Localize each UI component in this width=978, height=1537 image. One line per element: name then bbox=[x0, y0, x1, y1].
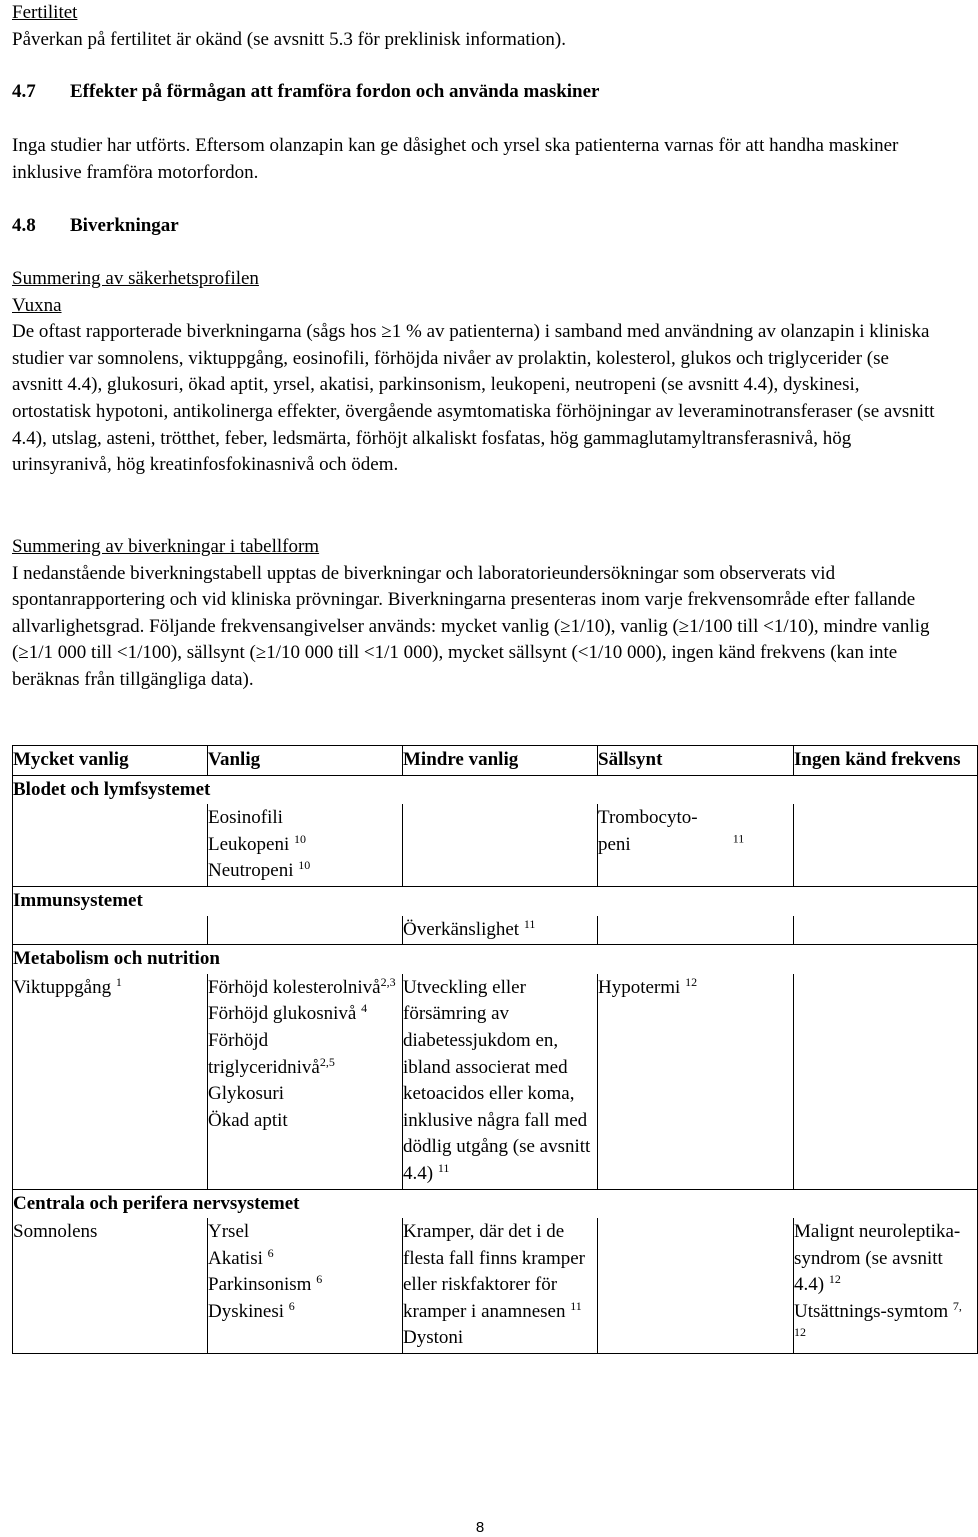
safety-summary-heading: Summering av säkerhetsprofilen bbox=[12, 268, 259, 289]
footnote-ref: 2,3 bbox=[380, 974, 396, 989]
table-row-nervous bbox=[13, 1218, 978, 1353]
immune-unknown bbox=[794, 916, 978, 945]
metabolism-common-item-text: Förhöjd kolesterolnivå bbox=[208, 976, 381, 998]
nervous-common-item-text: Parkinsonism bbox=[208, 1274, 312, 1296]
metabolism-common-item bbox=[208, 1028, 399, 1081]
footnote-ref: 6 bbox=[288, 1298, 295, 1313]
table-summary bbox=[12, 534, 942, 694]
table-header-row bbox=[13, 746, 978, 776]
nervous-uncommon bbox=[403, 1218, 598, 1353]
blood-uncommon bbox=[403, 804, 598, 886]
metabolism-rare-text: Hypotermi bbox=[598, 976, 681, 998]
metabolism-rare bbox=[598, 974, 794, 1189]
immune-very-common bbox=[13, 916, 208, 945]
blood-rare bbox=[598, 804, 794, 886]
nervous-unknown-item bbox=[794, 1299, 974, 1352]
nervous-uncommon-item bbox=[403, 1219, 594, 1325]
immune-common bbox=[208, 916, 403, 945]
nervous-common-item bbox=[208, 1272, 399, 1299]
table-summary-heading: Summering av biverkningar i tabellform bbox=[12, 536, 320, 557]
footnote-ref: 6 bbox=[316, 1272, 323, 1287]
metabolism-common bbox=[208, 974, 403, 1189]
section-4-7-heading bbox=[12, 79, 600, 106]
adverse-reactions-table bbox=[12, 745, 978, 1354]
nervous-rare bbox=[598, 1218, 794, 1353]
metabolism-common-item bbox=[208, 975, 399, 1002]
system-row-blood bbox=[13, 775, 978, 804]
system-title-immune: Immunsystemet bbox=[13, 886, 978, 915]
section-4-8-heading bbox=[12, 213, 179, 240]
section-4-8-title: Biverkningar bbox=[70, 215, 179, 236]
metabolism-uncommon bbox=[403, 974, 598, 1189]
blood-common bbox=[208, 804, 403, 886]
nervous-common-item: Yrsel bbox=[208, 1221, 250, 1243]
section-4-8-number: 4.8 bbox=[12, 215, 36, 236]
immune-rare bbox=[598, 916, 794, 945]
nervous-unknown-text: Malignt neuroleptika-syndrom (se avsnitt 4.4) bbox=[794, 1221, 961, 1296]
footnote-ref: 7, 12 bbox=[794, 1298, 962, 1340]
blood-rare-text: Trombocyto-peni bbox=[598, 807, 698, 855]
header-unknown: Ingen känd frekvens bbox=[794, 746, 978, 776]
header-uncommon: Mindre vanlig bbox=[403, 746, 598, 776]
metabolism-unknown bbox=[794, 974, 978, 1189]
footnote-ref: 10 bbox=[294, 831, 307, 846]
nervous-uncommon-item: Dystoni bbox=[403, 1327, 464, 1349]
nervous-common-item-text: Dyskinesi bbox=[208, 1300, 284, 1322]
metabolism-uncommon-text: Utveckling eller försämring av diabetessjukdom en, ibland associerat med ketoacidos eller koma, inklusive några fall med dödlig utgång (se avsnitt 4.4) bbox=[403, 976, 591, 1184]
footnote-ref: 11 bbox=[437, 1160, 450, 1175]
footnote-ref: 4 bbox=[361, 1001, 368, 1016]
nervous-unknown-text: Utsättnings-symtom bbox=[794, 1300, 949, 1322]
nervous-unknown-item bbox=[794, 1219, 974, 1299]
system-title-nervous: Centrala och perifera nervsystemet bbox=[13, 1189, 978, 1218]
fertility-text: Påverkan på fertilitet är okänd (se avsnitt 5.3 för preklinisk information). bbox=[12, 28, 567, 50]
footnote-ref: 12 bbox=[828, 1272, 841, 1287]
metabolism-very-common-text: Viktuppgång bbox=[13, 976, 112, 998]
header-rare: Sällsynt bbox=[598, 746, 794, 776]
metabolism-very-common bbox=[13, 974, 208, 1189]
table-row-blood bbox=[13, 804, 978, 886]
footnote-ref: 1 bbox=[115, 974, 122, 989]
nervous-common bbox=[208, 1218, 403, 1353]
blood-common-item-text: Neutropeni bbox=[208, 860, 294, 882]
footnote-ref: 2,5 bbox=[319, 1054, 335, 1069]
nervous-common-item-text: Akatisi bbox=[208, 1247, 263, 1269]
blood-common-item bbox=[208, 832, 399, 859]
fertility-section bbox=[12, 0, 566, 53]
system-title-metabolism: Metabolism och nutrition bbox=[13, 945, 978, 974]
metabolism-common-item-text: Förhöjd triglyceridnivå bbox=[208, 1029, 320, 1078]
immune-uncommon bbox=[403, 916, 598, 945]
section-4-7-title: Effekter på förmågan att framföra fordon och använda maskiner bbox=[70, 81, 600, 102]
footnote-ref: 10 bbox=[298, 858, 311, 873]
system-row-metabolism bbox=[13, 945, 978, 974]
nervous-uncommon-text: Kramper, där det i de flesta fall finns kramper eller riskfaktorer för kramper i anamnesen bbox=[403, 1221, 586, 1322]
nervous-common-item bbox=[208, 1299, 399, 1326]
footnote-ref: 12 bbox=[685, 974, 698, 989]
table-summary-text: I nedanstående biverkningstabell upptas de biverkningar och laboratorieundersökningar som observerats vid spontanrapportering och vid kliniska prövningar. Biverkningarna presenteras inom varje frekvensområde efter fallande allvarlighetsgrad. Följande frekvensangivelser används: mycket vanlig (≥1/10), vanlig (≥1/100 till <1/10), mindre vanlig (≥1/1 000 till <1/100), sällsynt (≥1/10 000 till <1/1 000), mycket sällsynt (<1/10 000), ingen känd frekvens (kan inte beräknas från tillgängliga data). bbox=[12, 562, 930, 690]
safety-summary bbox=[12, 266, 942, 479]
nervous-very-common: Somnolens bbox=[13, 1218, 208, 1353]
population-adults: Vuxna bbox=[12, 294, 62, 316]
section-4-7-text: Inga studier har utförts. Eftersom olanzapin kan ge dåsighet och yrsel ska patienterna varnas för att handha maskiner inklusive framföra motorfordon. bbox=[12, 135, 899, 183]
blood-common-item-text: Leukopeni bbox=[208, 833, 290, 855]
blood-common-item bbox=[208, 858, 399, 885]
metabolism-common-item: Ökad aptit bbox=[208, 1109, 288, 1131]
metabolism-common-item-text: Förhöjd glukosnivå bbox=[208, 1003, 357, 1025]
section-4-7-number: 4.7 bbox=[12, 81, 36, 102]
footnote-ref: 6 bbox=[267, 1245, 274, 1260]
nervous-unknown bbox=[794, 1218, 978, 1353]
safety-summary-text: De oftast rapporterade biverkningarna (sågs hos ≥1 % av patienterna) i samband med användning av olanzapin i kliniska studier var somnolens, viktuppgång, eosinofili, förhöjda nivåer av prolaktin, kolesterol, glukos och triglycerider (se avsnitt 4.4), glukosuri, ökad aptit, yrsel, akatisi, parkinsonism, leukopeni, neutropeni (se avsnitt 4.4), dyskinesi, ortostatisk hypotoni, antikolinerga effekter, övergående asymtomatiska förhöjningar av leveraminotransferaser (se avsnitt 4.4), utslag, asteni, trötthet, feber, ledsmärta, förhöjt alkaliskt fosfatas, hög gammaglutamyltransferasnivå, hög urinsyranivå, hög kreatinfosfokinasnivå och ödem. bbox=[12, 321, 935, 476]
page-number: 8 bbox=[475, 1519, 485, 1536]
system-row-immune bbox=[13, 886, 978, 915]
footnote-ref: 11 bbox=[523, 916, 536, 931]
blood-very-common bbox=[13, 804, 208, 886]
metabolism-common-item bbox=[208, 1001, 399, 1028]
nervous-common-item bbox=[208, 1246, 399, 1273]
system-row-nervous bbox=[13, 1189, 978, 1218]
footnote-ref: 11 bbox=[732, 831, 745, 846]
header-common: Vanlig bbox=[208, 746, 403, 776]
metabolism-common-item: Glykosuri bbox=[208, 1083, 284, 1105]
header-very-common: Mycket vanlig bbox=[13, 746, 208, 776]
system-title-blood: Blodet och lymfsystemet bbox=[13, 775, 978, 804]
blood-unknown bbox=[794, 804, 978, 886]
blood-common-item: Eosinofili bbox=[208, 807, 283, 829]
fertility-heading: Fertilitet bbox=[12, 2, 78, 23]
footnote-ref: 11 bbox=[570, 1298, 582, 1313]
table-row-metabolism bbox=[13, 974, 978, 1189]
immune-uncommon-text: Överkänslighet bbox=[403, 918, 520, 940]
table-row-immune bbox=[13, 916, 978, 945]
